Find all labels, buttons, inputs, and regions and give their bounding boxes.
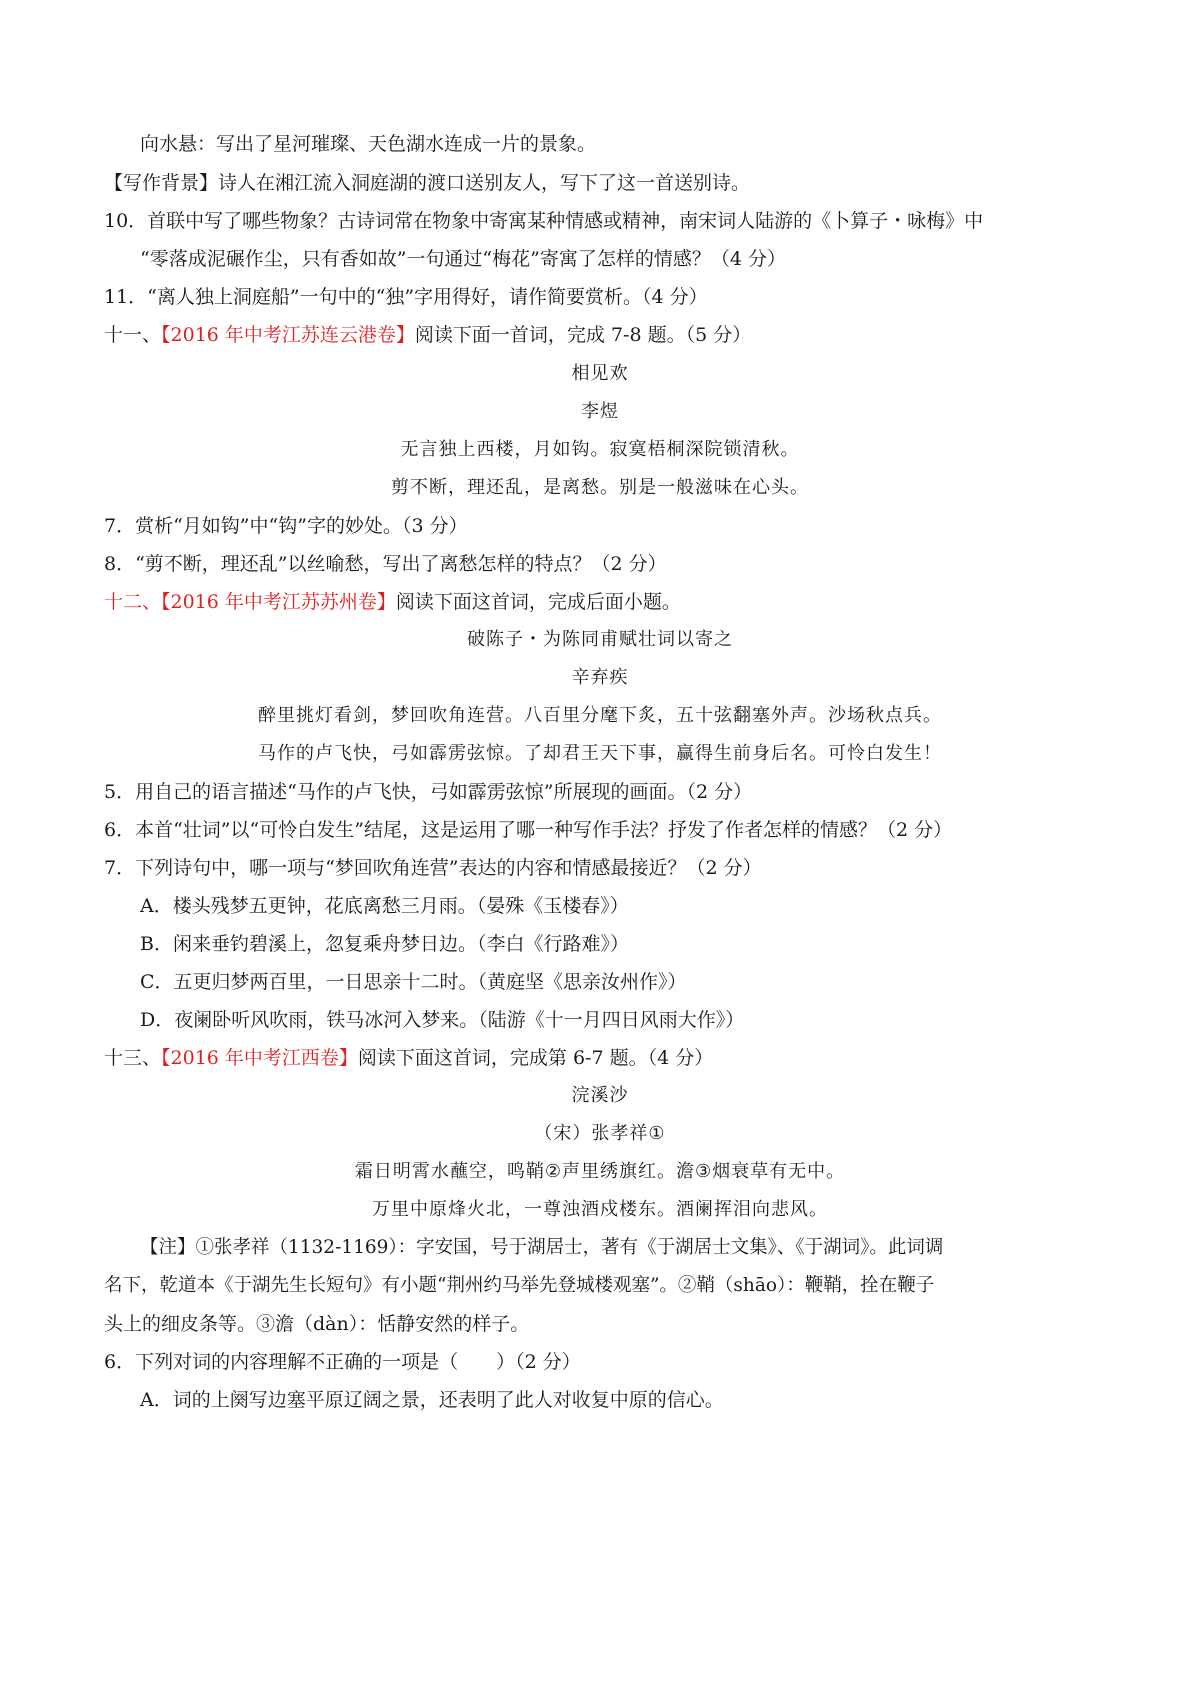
note-line-2: 名下，乾道本《于湖先生长短句》有小题“荆州约马举先登城楼观塞”。②鞘（shāo）：鞭鞘，拴在鞭子 <box>104 1275 935 1296</box>
exam-source: 【2016 年中考江西卷】 <box>161 1047 358 1069</box>
option-c: C．五更归梦两百里，一日思亲十二时。（黄庭坚《思亲汝州作》） <box>140 971 687 993</box>
note-line-1: 【注】①张孝祥（1132-1169）：字安国，号于湖居士，著有《于湖居士文集》、《于湖词》。此词调 <box>140 1237 944 1258</box>
poem-line: 马作的卢飞快，弓如霹雳弦惊。了却君王天下事，赢得生前身后名。可怜白发生！ <box>258 743 942 764</box>
section-12-heading <box>104 590 681 614</box>
option-a: A．楼头残梦五更钟，花底离愁三月雨。（晏殊《玉楼春》） <box>140 895 629 917</box>
option-a: A．词的上阕写边塞平原辽阔之景，还表明了此人对收复中原的信心。 <box>140 1389 724 1411</box>
poem-line: 万里中原烽火北，一尊浊酒戍楼东。酒阑挥泪向悲风。 <box>372 1199 828 1220</box>
section-13-heading <box>104 1046 713 1070</box>
writing-background: 【写作背景】诗人在湘江流入洞庭湖的渡口送别友人，写下了这一首送别诗。 <box>104 172 751 194</box>
question-10-line-1: 10．首联中写了哪些物象？古诗词常在物象中寄寓某种情感或精神，南宋词人陆游的《卜算子・咏梅》中 <box>104 210 984 232</box>
poem-title: 破陈子・为陈同甫赋壮词以寄之 <box>467 629 733 650</box>
question-7: 7．赏析“月如钩”中“钩”字的妙处。（3 分） <box>104 515 468 537</box>
poem-line: 无言独上西楼，月如钩。寂寞梧桐深院锁清秋。 <box>400 439 800 460</box>
poem-line: 剪不断，理还乱，是离愁。别是一般滋味在心头。 <box>391 477 809 498</box>
option-d: D．夜阑卧听风吹雨，铁马冰河入梦来。（陆游《十一月四日风雨大作》） <box>140 1009 745 1031</box>
exam-source: 【2016 年中考江苏连云港卷】 <box>161 324 415 346</box>
poem-author: 李煜 <box>581 401 619 422</box>
section-number: 十一、 <box>104 324 162 346</box>
exam-source: 十二、【2016 年中考江苏苏州卷】 <box>104 591 396 613</box>
note-line-3: 头上的细皮条等。③澹（dàn）：恬静安然的样子。 <box>104 1313 530 1335</box>
question-7: 7．下列诗句中，哪一项与“梦回吹角连营”表达的内容和情感最接近？（2 分） <box>104 857 762 879</box>
poem-title: 浣溪沙 <box>571 1085 629 1106</box>
poem-author: 辛弃疾 <box>571 667 629 688</box>
section-number: 十三、 <box>104 1047 162 1069</box>
question-10-line-2: “零落成泥碾作尘，只有香如故”一句通过“梅花”寄寓了怎样的情感？（4 分） <box>140 248 786 270</box>
question-11: 11．“离人独上洞庭船”一句中的“独”字用得好，请作简要赏析。（4 分） <box>104 286 708 308</box>
question-6: 6．下列对词的内容理解不正确的一项是（ ）（2 分） <box>104 1351 581 1373</box>
annotation-line: 向水悬：写出了星河璀璨、天色湖水连成一片的景象。 <box>140 133 597 155</box>
question-6: 6．本首“壮词”以“可怜白发生”结尾，这是运用了哪一种写作手法？抒发了作者怎样的情感？（2 分） <box>104 819 953 841</box>
section-instruction: 阅读下面这首词，完成后面小题。 <box>395 591 681 613</box>
question-8: 8．“剪不断，理还乱”以丝喻愁，写出了离愁怎样的特点？（2 分） <box>104 553 667 575</box>
section-instruction: 阅读下面这首词，完成第 6-7 题。（4 分） <box>357 1047 714 1069</box>
poem-line: 霜日明霄水蘸空，鸣鞘②声里绣旗红。澹③烟衰草有无中。 <box>354 1161 846 1182</box>
poem-author: （宋）张孝祥① <box>534 1123 666 1144</box>
section-instruction: 阅读下面一首词，完成 7-8 题。（5 分） <box>414 324 752 346</box>
section-11-heading <box>104 323 751 347</box>
option-b: B．闲来垂钓碧溪上，忽复乘舟梦日边。（李白《行路难》） <box>140 933 629 955</box>
poem-title: 相见欢 <box>571 363 629 384</box>
question-5: 5．用自己的语言描述“马作的卢飞快，弓如霹雳弦惊”所展现的画面。（2 分） <box>104 781 753 803</box>
poem-line: 醉里挑灯看剑，梦回吹角连营。八百里分麾下炙，五十弦翻塞外声。沙场秋点兵。 <box>258 705 942 726</box>
